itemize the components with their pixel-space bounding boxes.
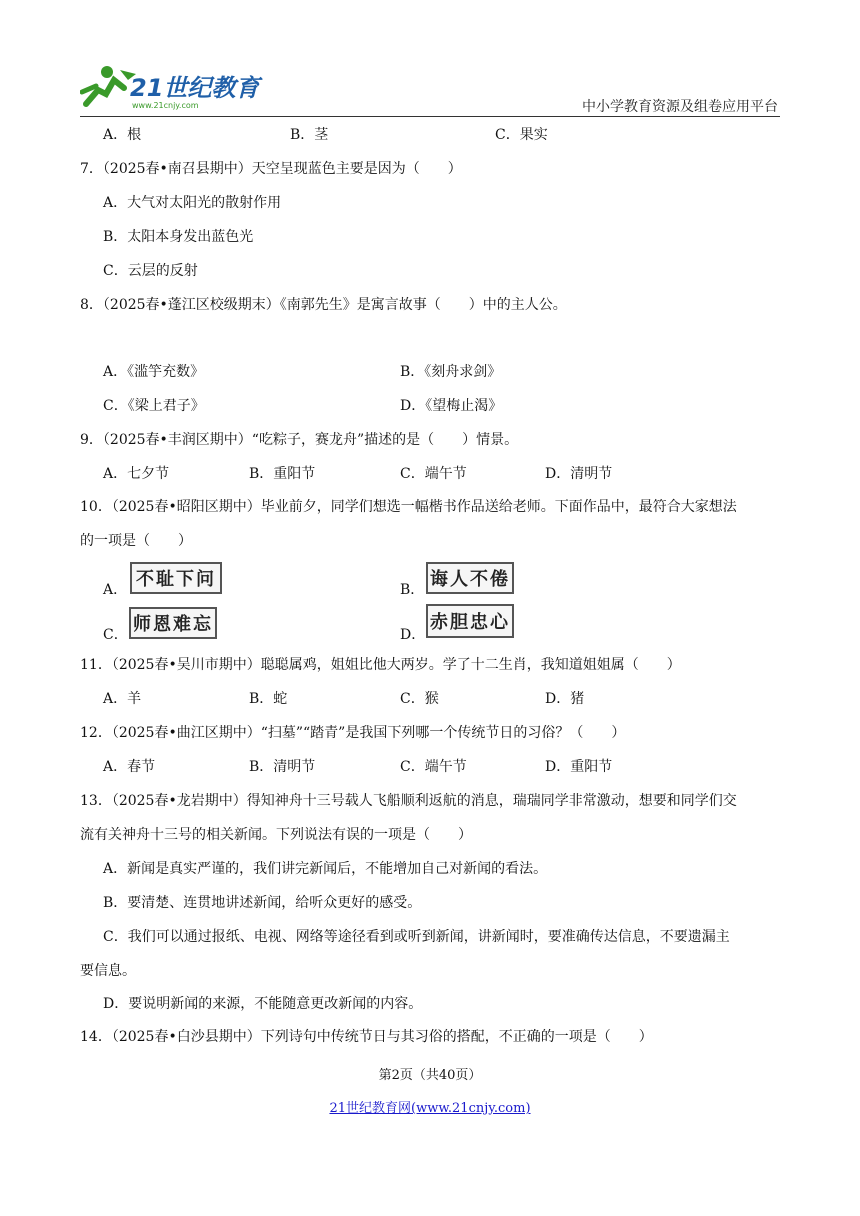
- q6-option-a: A．根: [103, 127, 142, 143]
- q13-option-c-cont: 要信息。: [80, 963, 136, 979]
- q10-label-a: A．: [103, 582, 128, 598]
- q11-stem: 11．（2025春•吴川市期中）聪聪属鸡，姐姐比他大两岁。学了十二生肖，我知道姐姐属（ ）: [80, 657, 681, 673]
- q14-stem: 14．（2025春•白沙县期中）下列诗句中传统节日与其习俗的搭配，不正确的一项是（ ）: [80, 1029, 653, 1045]
- q12-option-b: B．清明节: [249, 759, 316, 775]
- page-number: 第2页（共40页）: [378, 1068, 482, 1083]
- q7-option-a: A．大气对太阳光的散射作用: [103, 195, 282, 211]
- q12-option-c: C．端午节: [400, 759, 467, 775]
- q13-option-c: C．我们可以通过报纸、电视、网络等途径看到或听到新闻，讲新闻时，要准确传达信息，不要遗漏主: [103, 929, 730, 945]
- footer-site-wrap: [0, 1097, 860, 1116]
- logo-text: 21世纪教育: [130, 74, 260, 102]
- q10-calligraphy-d: 赤胆忠心: [426, 604, 514, 638]
- q13-option-b: B．要清楚、连贯地讲述新闻，给听众更好的感受。: [103, 895, 422, 911]
- q12-stem: 12．（2025春•曲江区期中）“扫墓”“踏青”是我国下列哪一个传统节日的习俗？（ ）: [80, 725, 626, 741]
- q13-option-a: A．新闻是真实严谨的，我们讲完新闻后，不能增加自己对新闻的看法。: [103, 861, 548, 877]
- q12-option-a: A．春节: [103, 759, 156, 775]
- q8-option-d: D．《望梅止渴》: [400, 398, 503, 414]
- platform-title: 中小学教育资源及组卷应用平台: [582, 99, 778, 115]
- q11-option-d: D．猪: [545, 691, 585, 707]
- q7-stem: 7．（2025春•南召县期中）天空呈现蓝色主要是因为（ ）: [80, 161, 462, 177]
- q13-stem-line2: 流有关神舟十三号的相关新闻。下列说法有误的一项是（ ）: [80, 827, 472, 843]
- q10-stem-line2: 的一项是（ ）: [80, 533, 192, 549]
- q10-label-c: C．: [103, 627, 128, 643]
- q9-stem: 9．（2025春•丰润区期中）“吃粽子，赛龙舟”描述的是（ ）情景。: [80, 432, 519, 448]
- q10-label-b: B．: [400, 582, 425, 598]
- q12-option-d: D．重阳节: [545, 759, 613, 775]
- q11-option-a: A．羊: [103, 691, 142, 707]
- q10-calligraphy-b: 诲人不倦: [426, 562, 514, 594]
- q7-option-b: B．太阳本身发出蓝色光: [103, 229, 254, 245]
- footer-site-link[interactable]: 21世纪教育网(www.21cnjy.com): [329, 1101, 531, 1116]
- q13-stem-line1: 13．（2025春•龙岩期中）得知神舟十三号载人飞船顺利返航的消息，瑞瑞同学非常激动，想要和同学们交: [80, 793, 737, 809]
- q8-option-a: A．《滥竽充数》: [103, 364, 205, 380]
- logo-21cnjy: [80, 64, 270, 110]
- q8-option-c: C．《梁上君子》: [103, 398, 205, 414]
- q10-calligraphy-c: 师恩难忘: [129, 607, 217, 639]
- q9-option-b: B．重阳节: [249, 466, 316, 482]
- q10-calligraphy-a: 不耻下问: [130, 562, 222, 594]
- q11-option-c: C．猴: [400, 691, 439, 707]
- logo-url: www.21cnjy.com: [132, 101, 199, 110]
- q9-option-d: D．清明节: [545, 466, 613, 482]
- q8-option-b: B．《刻舟求剑》: [400, 364, 502, 380]
- header-rule: [80, 116, 780, 117]
- q6-option-b: B．茎: [290, 127, 329, 143]
- q10-label-d: D．: [400, 627, 426, 643]
- page-header: [80, 64, 780, 116]
- q9-option-c: C．端午节: [400, 466, 467, 482]
- q9-option-a: A．七夕节: [103, 466, 170, 482]
- q13-option-d: D．要说明新闻的来源，不能随意更改新闻的内容。: [103, 996, 423, 1012]
- q11-option-b: B．蛇: [249, 691, 288, 707]
- q8-stem: 8．（2025春•蓬江区校级期末）《南郭先生》是寓言故事（ ）中的主人公。: [80, 297, 567, 313]
- q10-stem-line1: 10．（2025春•昭阳区期中）毕业前夕，同学们想选一幅楷书作品送给老师。下面作品中，最符合大家想法: [80, 499, 737, 515]
- q7-option-c: C．云层的反射: [103, 263, 198, 279]
- q6-option-c: C．果实: [495, 127, 548, 143]
